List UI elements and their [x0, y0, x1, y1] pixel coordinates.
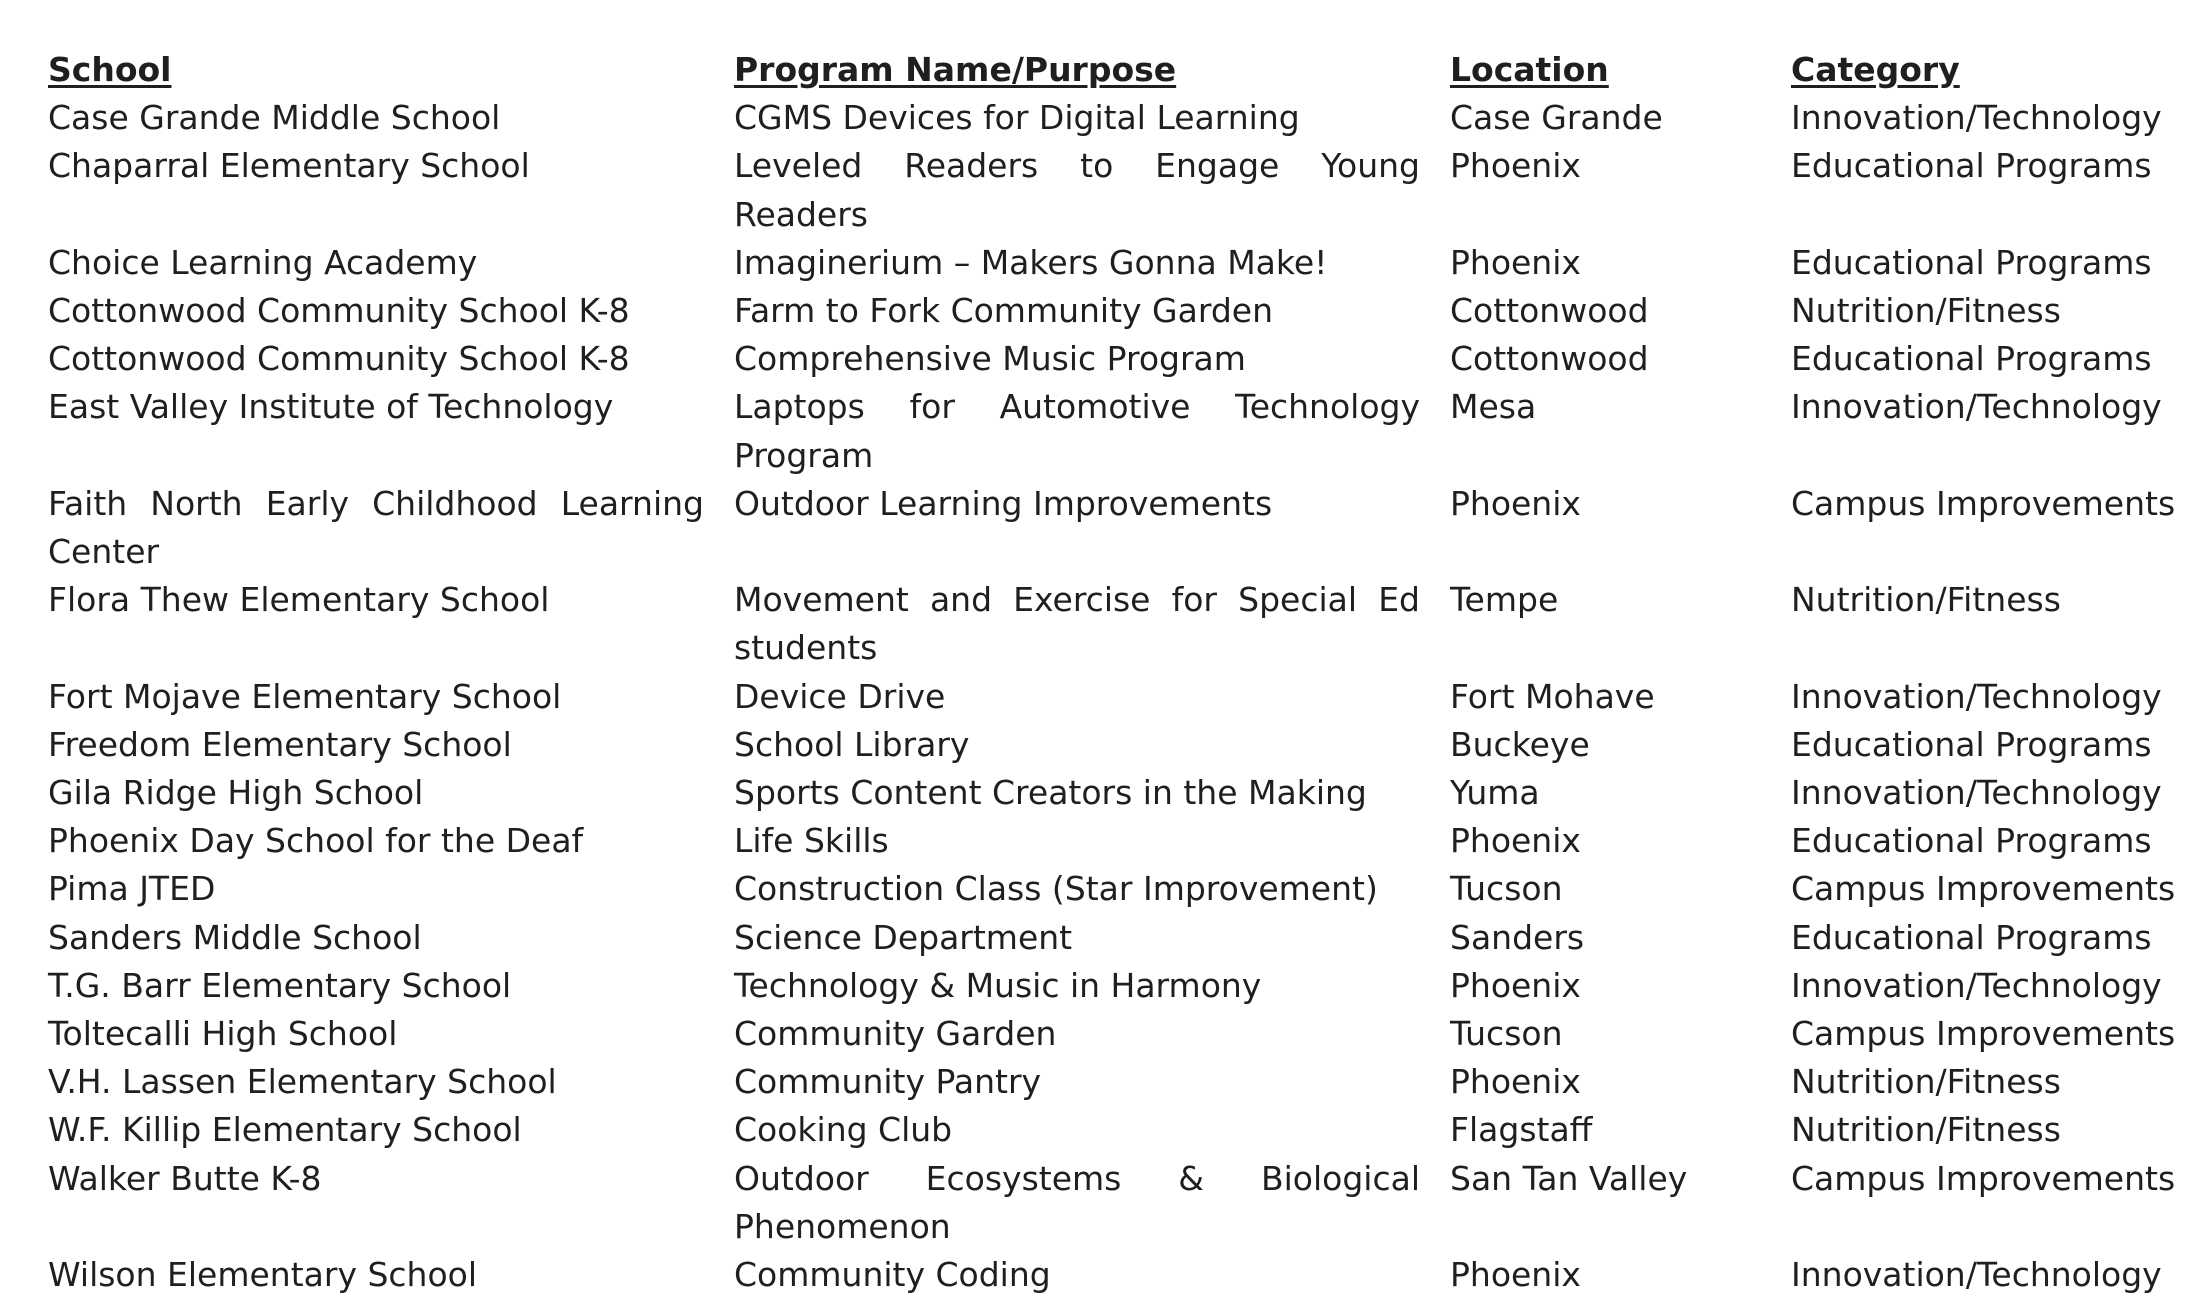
cell-school: Case Grande Middle School [48, 98, 501, 138]
cell-category: Educational Programs [1791, 339, 2152, 379]
cell-school: Sanders Middle School [48, 917, 422, 957]
cell-category: Campus Improvements [1791, 483, 2176, 523]
cell-program: Sports Content Creators in the Making [734, 773, 1367, 813]
cell-school: Cottonwood Community School K-8 [48, 291, 630, 331]
cell-school: T.G. Barr Elementary School [48, 965, 512, 1005]
table-row [48, 383, 2175, 479]
cell-program: Construction Class (Star Improvement) [734, 869, 1378, 909]
table-row [48, 914, 2175, 962]
cell-school: Choice Learning Academy [48, 242, 478, 282]
header-school: School [48, 50, 172, 89]
cell-school: Phoenix Day School for the Deaf [48, 821, 584, 861]
cell-school: Faith North Early Childhood Learning Center [48, 483, 704, 572]
cell-school: V.H. Lassen Elementary School [48, 1062, 557, 1102]
table-row [48, 865, 2175, 913]
cell-location: Phoenix [1450, 1255, 1581, 1295]
cell-program: Outdoor Ecosystems & Biological Phenomenon [734, 1158, 1420, 1246]
header-category: Category [1791, 50, 1960, 89]
cell-program: Imaginerium – Makers Gonna Make! [734, 242, 1328, 282]
cell-location: Phoenix [1450, 242, 1581, 282]
cell-location: Buckeye [1450, 724, 1590, 764]
cell-category: Educational Programs [1791, 146, 2152, 186]
cell-location: Mesa [1450, 387, 1537, 427]
table-row [48, 721, 2175, 769]
cell-location: Phoenix [1450, 965, 1581, 1005]
cell-category: Nutrition/Fitness [1791, 1062, 2061, 1102]
cell-location: Yuma [1450, 773, 1540, 813]
cell-category: Campus Improvements [1791, 869, 2176, 909]
cell-program: Life Skills [734, 821, 889, 861]
cell-program: Movement and Exercise for Special Ed students [734, 580, 1420, 668]
cell-program: Comprehensive Music Program [734, 339, 1246, 379]
table-row [48, 1058, 2175, 1106]
cell-location: Cottonwood [1450, 339, 1649, 379]
cell-category: Nutrition/Fitness [1791, 580, 2061, 620]
header-location: Location [1450, 50, 1609, 89]
table-row [48, 1010, 2175, 1058]
cell-category: Campus Improvements [1791, 1158, 2176, 1198]
cell-school: Cottonwood Community School K-8 [48, 339, 630, 379]
cell-category: Innovation/Technology [1791, 965, 2162, 1005]
cell-location: Tucson [1450, 1014, 1563, 1054]
cell-category: Educational Programs [1791, 917, 2152, 957]
cell-category: Educational Programs [1791, 242, 2152, 282]
cell-program: CGMS Devices for Digital Learning [734, 98, 1300, 138]
cell-program: Community Garden [734, 1014, 1057, 1054]
table-row [48, 769, 2175, 817]
cell-school: Flora Thew Elementary School [48, 580, 550, 620]
cell-location: Cottonwood [1450, 291, 1649, 331]
cell-school: Gila Ridge High School [48, 773, 424, 813]
table-row [48, 142, 2175, 238]
cell-location: Phoenix [1450, 483, 1581, 523]
cell-category: Educational Programs [1791, 821, 2152, 861]
cell-category: Educational Programs [1791, 724, 2152, 764]
cell-location: Sanders [1450, 917, 1585, 957]
cell-school: Chaparral Elementary School [48, 146, 530, 186]
programs-table [48, 46, 2175, 1299]
cell-category: Innovation/Technology [1791, 773, 2162, 813]
table-row [48, 817, 2175, 865]
cell-program: Farm to Fork Community Garden [734, 291, 1274, 331]
cell-program: Cooking Club [734, 1110, 953, 1150]
table-row [48, 576, 2175, 672]
header-program: Program Name/Purpose [734, 50, 1177, 89]
table-row [48, 287, 2175, 335]
table-row [48, 1155, 2175, 1251]
table-row [48, 673, 2175, 721]
cell-category: Innovation/Technology [1791, 98, 2162, 138]
cell-school: Wilson Elementary School [48, 1255, 478, 1295]
cell-location: Phoenix [1450, 1062, 1581, 1102]
cell-program: Community Pantry [734, 1062, 1042, 1102]
cell-school: Freedom Elementary School [48, 724, 512, 764]
table-row [48, 335, 2175, 383]
cell-program: Device Drive [734, 676, 946, 716]
cell-location: Tempe [1450, 580, 1559, 620]
table-body [48, 94, 2175, 1299]
table-row [48, 480, 2175, 576]
cell-program: School Library [734, 724, 970, 764]
cell-school: W.F. Killip Elementary School [48, 1110, 522, 1150]
table-row [48, 239, 2175, 287]
cell-program: Laptops for Automotive Technology Program [734, 387, 1420, 475]
cell-school: Fort Mojave Elementary School [48, 676, 562, 716]
cell-category: Innovation/Technology [1791, 676, 2162, 716]
header-row [48, 46, 2175, 94]
cell-location: Phoenix [1450, 146, 1581, 186]
cell-location: Tucson [1450, 869, 1563, 909]
cell-location: Fort Mohave [1450, 676, 1655, 716]
cell-program: Community Coding [734, 1255, 1051, 1295]
cell-location: San Tan Valley [1450, 1158, 1688, 1198]
cell-category: Nutrition/Fitness [1791, 291, 2061, 331]
cell-program: Outdoor Learning Improvements [734, 483, 1273, 523]
cell-school: Toltecalli High School [48, 1014, 398, 1054]
cell-location: Phoenix [1450, 821, 1581, 861]
cell-program: Technology & Music in Harmony [734, 965, 1262, 1005]
cell-location: Case Grande [1450, 98, 1663, 138]
cell-category: Innovation/Technology [1791, 1255, 2162, 1295]
cell-location: Flagstaff [1450, 1110, 1593, 1150]
table-row [48, 1106, 2175, 1154]
cell-school: Walker Butte K-8 [48, 1158, 322, 1198]
table-row [48, 1251, 2175, 1299]
cell-program: Science Department [734, 917, 1073, 957]
cell-school: Pima JTED [48, 869, 216, 909]
cell-category: Nutrition/Fitness [1791, 1110, 2061, 1150]
cell-program: Leveled Readers to Engage Young Readers [734, 146, 1420, 234]
cell-category: Campus Improvements [1791, 1014, 2176, 1054]
table-row [48, 962, 2175, 1010]
cell-category: Innovation/Technology [1791, 387, 2162, 427]
cell-school: East Valley Institute of Technology [48, 387, 614, 427]
table-row [48, 94, 2175, 142]
